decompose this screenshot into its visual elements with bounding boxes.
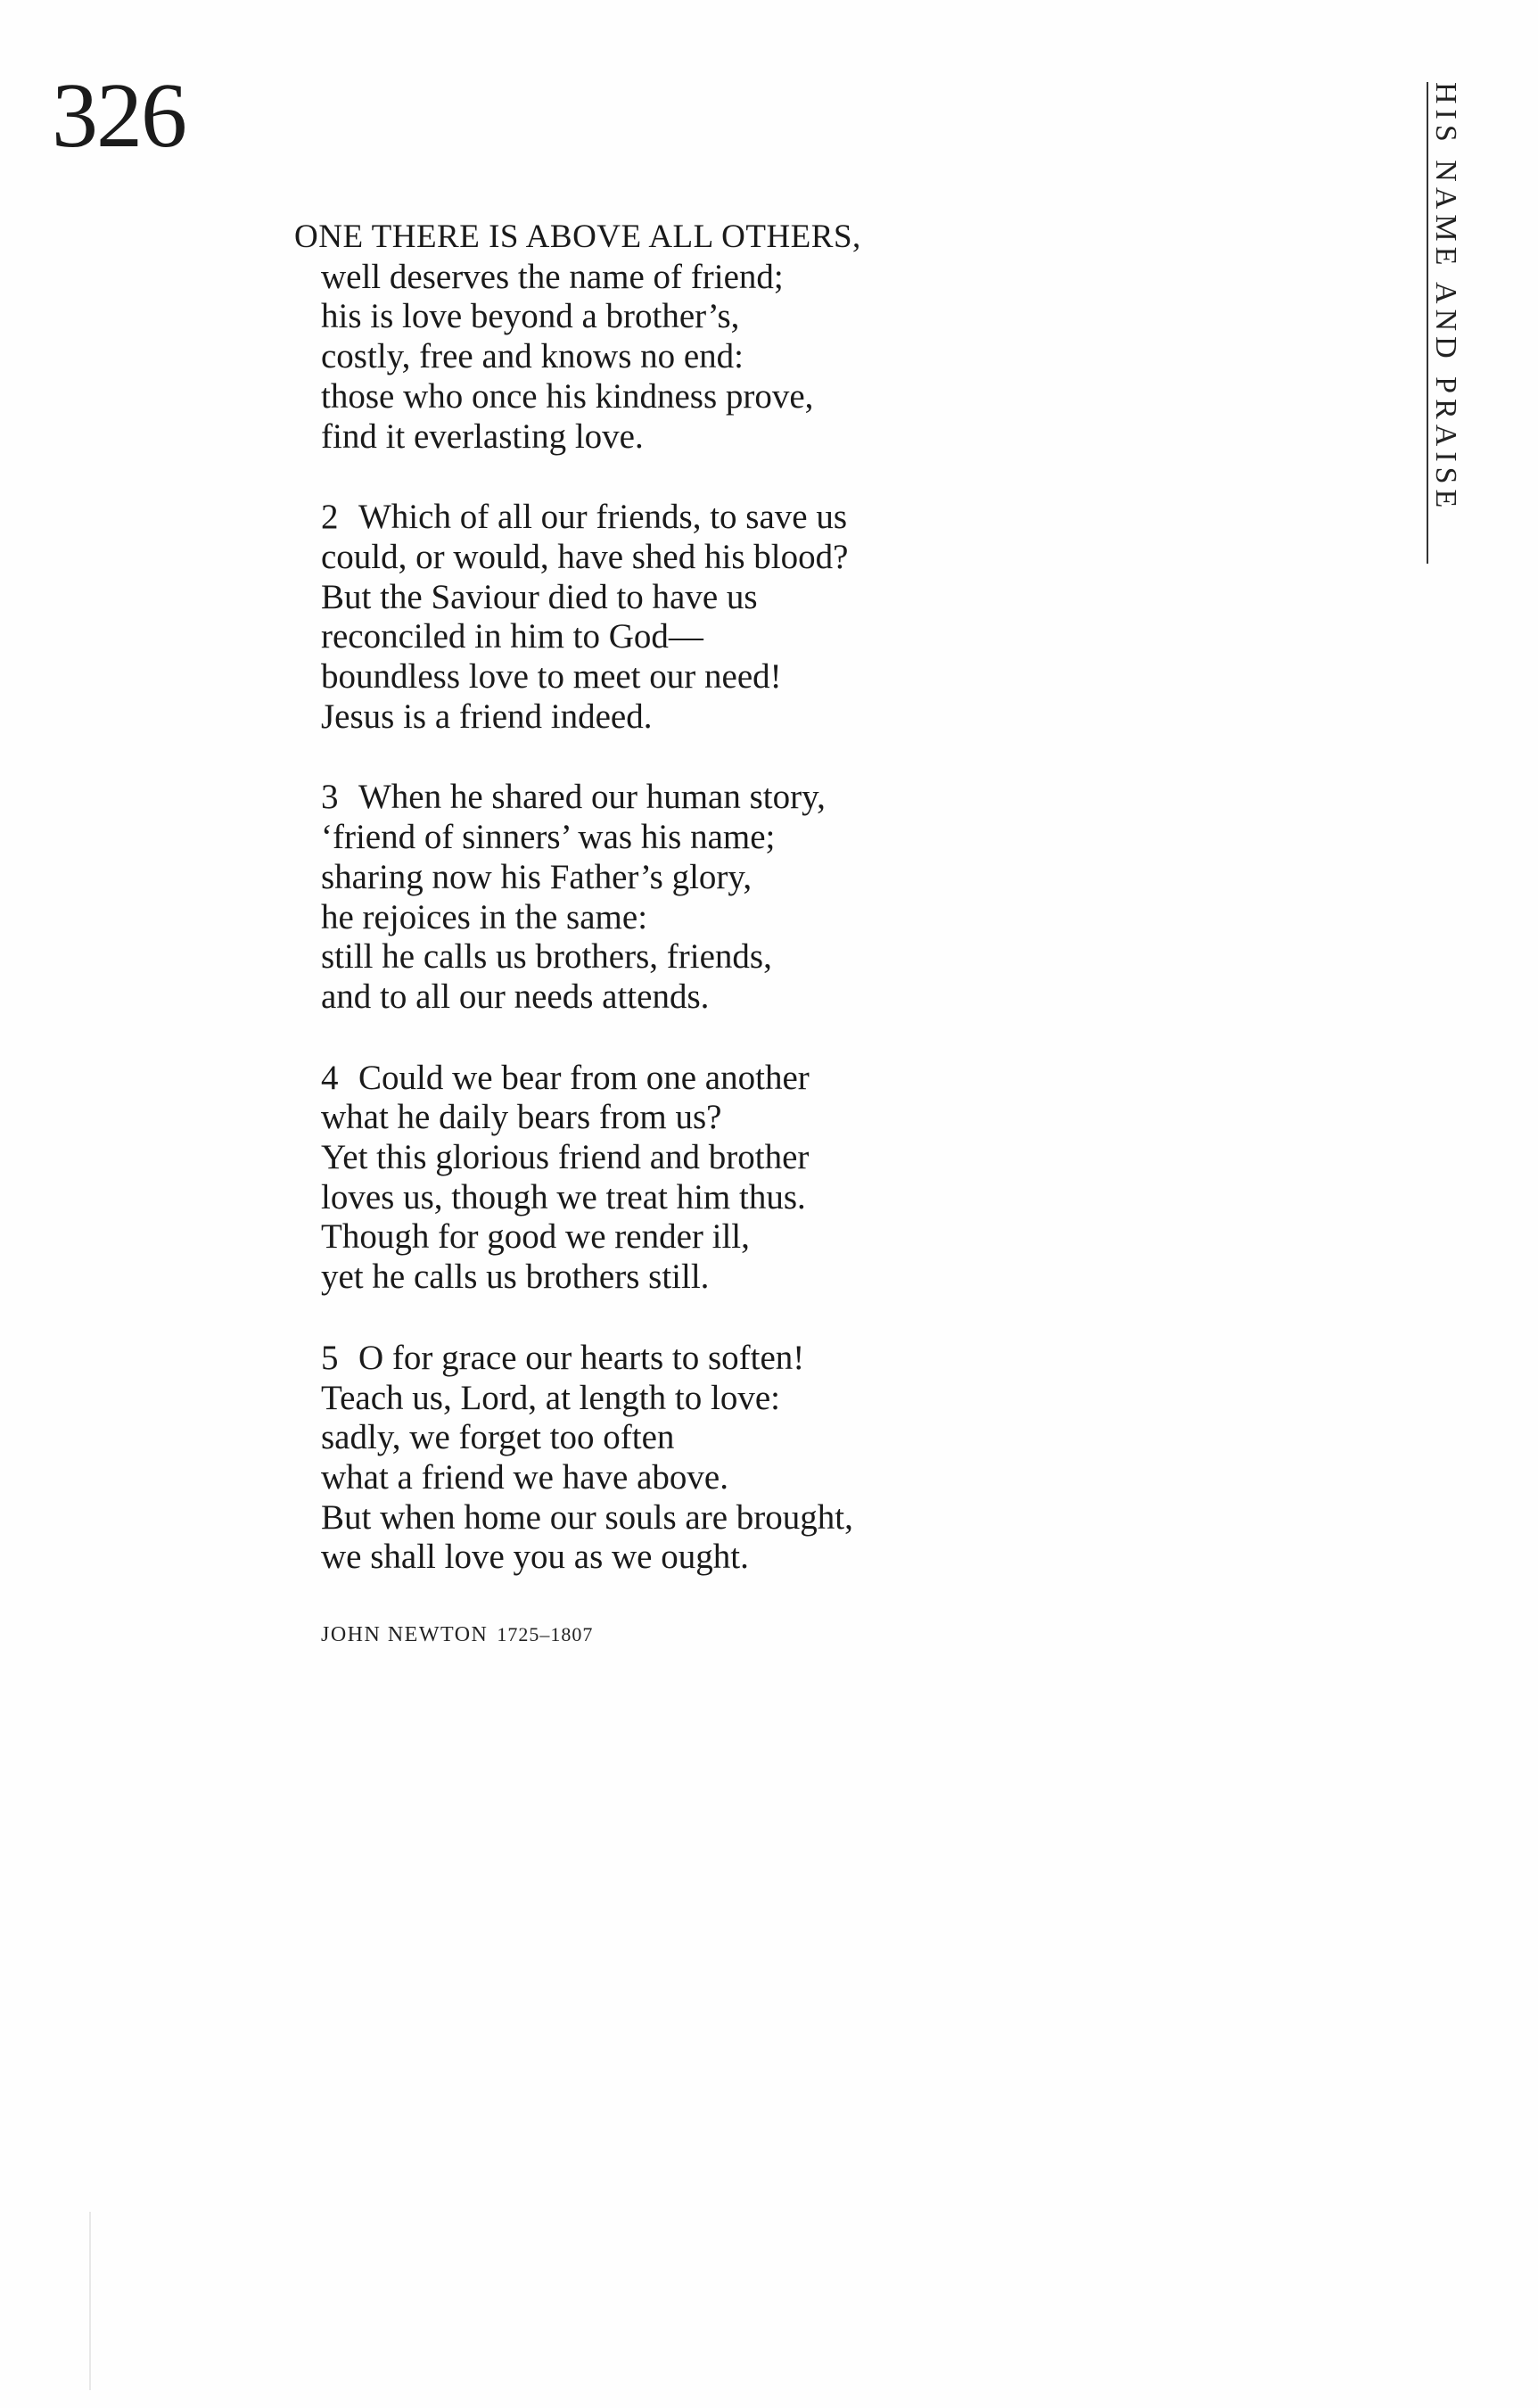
verse-line: those who once his kindness prove, — [321, 376, 814, 416]
verse-line: loves us, though we treat him thus. — [321, 1177, 806, 1216]
verse-line: When he shared our human story, — [358, 778, 826, 817]
verse-line: he rejoices in the same: — [321, 897, 648, 936]
verse-line: we shall love you as we ought. — [321, 1538, 749, 1577]
verse-first-line — [294, 498, 1079, 538]
verse-line: boundless love to meet our need! — [321, 657, 782, 697]
verse-line: what he daily bears from us? — [321, 1098, 722, 1137]
verse-first-line — [294, 1339, 1079, 1379]
author-name: JOHN NEWTON — [321, 1623, 489, 1646]
verse-3 — [294, 778, 1079, 1017]
verse-number: 5 — [321, 1338, 339, 1377]
verse-number: 2 — [321, 498, 339, 537]
verse-line: costly, free and knows no end: — [321, 337, 744, 376]
verse-line: could, or would, have shed his blood? — [321, 537, 849, 576]
verse-line: Yet this glorious friend and brother — [321, 1138, 810, 1177]
verse-number: 3 — [321, 778, 339, 817]
verse-1 — [294, 218, 1079, 457]
verse-line: still he calls us brothers, friends, — [321, 937, 772, 977]
verse-number: 4 — [321, 1058, 339, 1097]
verse-line: sharing now his Father’s glory, — [321, 857, 753, 896]
verse-line: and to all our needs attends. — [321, 977, 710, 1016]
verse-line: Though for good we render ill, — [321, 1217, 750, 1257]
verse-line: what a friend we have above. — [321, 1457, 728, 1497]
verse-line: well deserves the name of friend; — [321, 257, 784, 296]
verse-line: ‘friend of sinners’ was his name; — [321, 818, 776, 857]
verse-line: Could we bear from one another — [358, 1058, 810, 1097]
verse-line: But when home our souls are brought, — [321, 1497, 853, 1537]
verse-line: Jesus is a friend indeed. — [321, 697, 653, 736]
verse-5 — [294, 1339, 1079, 1578]
page-edge-shadow — [89, 2212, 91, 2390]
verse-line: Which of all our friends, to save us — [358, 498, 848, 537]
verse-first-line — [294, 1059, 1079, 1099]
verse-first-line — [294, 778, 1079, 818]
verse-4 — [294, 1059, 1079, 1298]
verse-line: yet he calls us brothers still. — [321, 1258, 710, 1297]
author-credit — [321, 1623, 593, 1647]
verse-line: sadly, we forget too often — [321, 1418, 675, 1457]
verse-line: O for grace our hearts to soften! — [358, 1338, 805, 1377]
author-dates: 1725–1807 — [497, 1623, 594, 1645]
verse-line: reconciled in him to God— — [321, 617, 703, 656]
verse-line: But the Saviour died to have us — [321, 577, 758, 616]
verse-line: Teach us, Lord, at length to love: — [321, 1378, 780, 1417]
verse-line: ONE THERE IS ABOVE ALL OTHERS, — [294, 219, 861, 255]
hymn-number: 326 — [52, 64, 185, 167]
section-title: HIS NAME AND PRAISE — [1427, 82, 1462, 564]
verse-line: his is love beyond a brother’s, — [321, 297, 740, 336]
verse-line: find it everlasting love. — [321, 416, 644, 456]
hymn-text — [294, 218, 1079, 1619]
verse-2 — [294, 498, 1079, 737]
